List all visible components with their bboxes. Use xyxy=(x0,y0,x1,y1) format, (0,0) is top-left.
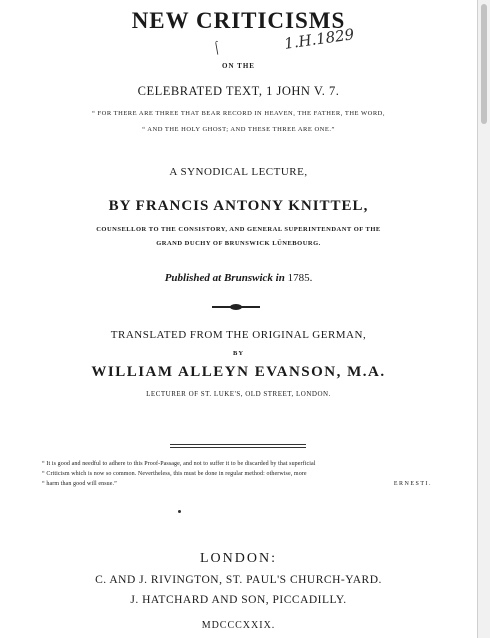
lecture-type: A SYNODICAL LECTURE, xyxy=(169,166,308,178)
book-title: NEW CRITICISMS xyxy=(131,8,346,33)
verse-line-1: “ FOR THERE ARE THREE THAT BEAR RECORD IN HEAVEN, THE FATHER, THE WORD, xyxy=(92,110,385,117)
scrollbar-thumb[interactable] xyxy=(481,4,487,124)
by-text: BY xyxy=(232,350,245,357)
epigraph-line-1: “ It is good and needful to adhere to this Proof-Passage, and not to suffer it to be discarded by that superficial xyxy=(42,461,316,467)
double-rule xyxy=(170,444,306,448)
handwritten-mark: ⌠ xyxy=(211,39,222,55)
published-year: 1785. xyxy=(287,272,313,284)
imprint-city: LONDON: xyxy=(200,551,277,566)
epigraph-attribution: ERNESTI. xyxy=(393,481,432,487)
on-the-text: ON THE xyxy=(222,62,255,70)
author-office-line-1: COUNSELLOR TO THE CONSISTORY, AND GENERAL SUPERINTENDANT OF THE xyxy=(96,226,381,233)
author-line: BY FRANCIS ANTONY KNITTEL, xyxy=(108,198,369,214)
imprint-year: MDCCCXXIX. xyxy=(201,620,276,631)
epigraph-line-2: “ Criticism which is now so common. Nevertheless, this must be done in regular method: otherwise, more xyxy=(42,471,307,477)
translated-line: TRANSLATED FROM THE ORIGINAL GERMAN, xyxy=(110,329,367,341)
translator-name: WILLIAM ALLEYN EVANSON, M.A. xyxy=(91,364,386,380)
handwritten-annotation: 1.H.1829 xyxy=(283,25,356,53)
publication-note xyxy=(0,272,477,284)
translator-office: LECTURER OF ST. LUKE'S, OLD STREET, LONDON. xyxy=(146,390,331,398)
epigraph-line-3-text: “ harm than good will ensue.” xyxy=(42,481,117,487)
ink-dot xyxy=(178,510,181,513)
ornamental-rule xyxy=(212,306,260,308)
author-office-line-2: GRAND DUCHY OF BRUNSWICK LÜNEBOURG. xyxy=(156,240,321,247)
subject-line: CELEBRATED TEXT, 1 JOHN V. 7. xyxy=(137,84,340,98)
imprint-publisher-1: C. AND J. RIVINGTON, ST. PAUL'S CHURCH-YARD. xyxy=(95,574,382,586)
epigraph-line-3 xyxy=(42,481,432,487)
published-text: Published at Brunswick in xyxy=(164,272,285,284)
imprint-publisher-2: J. HATCHARD AND SON, PICCADILLY. xyxy=(130,594,347,606)
verse-line-2: “ AND THE HOLY GHOST; AND THESE THREE ARE ONE.” xyxy=(142,126,335,133)
